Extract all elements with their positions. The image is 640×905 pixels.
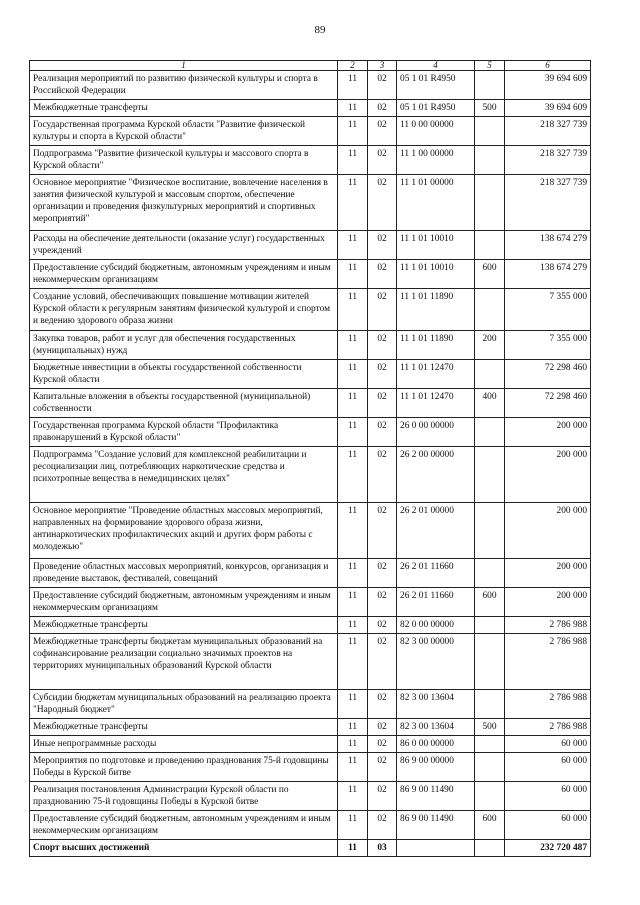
row-name: Расходы на обеспечение деятельности (оказание услуг) государственных учреждений [30, 231, 338, 260]
row-subsection: 02 [368, 719, 397, 736]
row-section: 11 [338, 389, 368, 418]
row-target-article [397, 840, 475, 857]
row-target-article: 26 2 00 00000 [397, 447, 475, 503]
row-amount: 7 355 000 [505, 331, 591, 360]
row-subsection: 02 [368, 331, 397, 360]
row-section: 11 [338, 503, 368, 559]
row-subsection: 03 [368, 840, 397, 857]
row-expense-type: 500 [475, 719, 505, 736]
row-amount: 200 000 [505, 559, 591, 588]
table-row [30, 418, 591, 447]
row-name: Мероприятия по подготовке и проведению празднования 75-й годовщины Победы в Курской битве [30, 753, 338, 782]
row-target-article: 82 3 00 13604 [397, 690, 475, 719]
row-expense-type [475, 289, 505, 331]
column-header-amount: 6 [505, 61, 591, 71]
page-number: 89 [314, 24, 326, 36]
row-amount: 200 000 [505, 418, 591, 447]
row-subsection: 02 [368, 447, 397, 503]
table-row [30, 811, 591, 840]
row-name: Закупка товаров, работ и услуг для обеспечения государственных (муниципальных) нужд [30, 331, 338, 360]
row-subsection: 02 [368, 690, 397, 719]
row-expense-type [475, 617, 505, 634]
row-target-article: 11 1 01 10010 [397, 260, 475, 289]
row-name: Государственная программа Курской области "Профилактика правонарушений в Курской области" [30, 418, 338, 447]
row-expense-type [475, 175, 505, 231]
table-row [30, 447, 591, 503]
row-subsection: 02 [368, 736, 397, 753]
row-target-article: 82 3 00 00000 [397, 634, 475, 690]
row-target-article: 86 9 00 00000 [397, 753, 475, 782]
row-name: Капитальные вложения в объекты государственной (муниципальной) собственности [30, 389, 338, 418]
row-target-article: 11 1 01 11890 [397, 331, 475, 360]
row-expense-type [475, 146, 505, 175]
row-target-article: 11 1 01 11890 [397, 289, 475, 331]
table-row [30, 559, 591, 588]
column-header-subsection: 3 [368, 61, 397, 71]
row-expense-type [475, 690, 505, 719]
row-expense-type [475, 71, 505, 100]
row-subsection: 02 [368, 588, 397, 617]
row-amount: 60 000 [505, 811, 591, 840]
row-amount: 72 298 460 [505, 360, 591, 389]
row-expense-type [475, 559, 505, 588]
row-section: 11 [338, 559, 368, 588]
row-name: Реализация мероприятий по развитию физической культуры и спорта в Российской Федерации [30, 71, 338, 100]
column-header-section: 2 [338, 61, 368, 71]
row-amount: 7 355 000 [505, 289, 591, 331]
table-row [30, 175, 591, 231]
table-row [30, 360, 591, 389]
row-name: Субсидии бюджетам муниципальных образований на реализацию проекта "Народный бюджет" [30, 690, 338, 719]
row-target-article: 86 9 00 11490 [397, 782, 475, 811]
row-section: 11 [338, 100, 368, 117]
row-name: Основное мероприятие "Проведение областных массовых мероприятий, направленных на формирование здорового образа жизни, антинаркотических профилактических акций и других форм работы с молодежью" [30, 503, 338, 559]
table-row [30, 503, 591, 559]
row-amount: 138 674 279 [505, 260, 591, 289]
table-row [30, 389, 591, 418]
row-subsection: 02 [368, 503, 397, 559]
row-subsection: 02 [368, 753, 397, 782]
row-target-article: 82 0 00 00000 [397, 617, 475, 634]
row-amount: 60 000 [505, 753, 591, 782]
row-name: Спорт высших достижений [30, 840, 338, 857]
table-row [30, 231, 591, 260]
row-subsection: 02 [368, 811, 397, 840]
row-expense-type [475, 360, 505, 389]
row-amount: 60 000 [505, 736, 591, 753]
row-subsection: 02 [368, 617, 397, 634]
row-name: Межбюджетные трансферты [30, 100, 338, 117]
row-name: Межбюджетные трансферты [30, 617, 338, 634]
row-subsection: 02 [368, 389, 397, 418]
budget-table [29, 60, 591, 857]
table-row [30, 782, 591, 811]
column-header-name: 1 [30, 61, 338, 71]
row-section: 11 [338, 634, 368, 690]
row-amount: 218 327 739 [505, 175, 591, 231]
row-amount: 72 298 460 [505, 389, 591, 418]
row-name: Межбюджетные трансферты [30, 719, 338, 736]
table-row [30, 71, 591, 100]
row-subsection: 02 [368, 146, 397, 175]
row-name: Предоставление субсидий бюджетным, автономным учреждениям и иным некоммерческим организациям [30, 260, 338, 289]
table-row [30, 289, 591, 331]
row-amount: 138 674 279 [505, 231, 591, 260]
row-amount: 218 327 739 [505, 117, 591, 146]
row-expense-type: 400 [475, 389, 505, 418]
row-target-article: 26 2 01 00000 [397, 503, 475, 559]
table-row [30, 753, 591, 782]
table-row [30, 260, 591, 289]
row-subsection: 02 [368, 71, 397, 100]
row-target-article: 11 1 01 12470 [397, 360, 475, 389]
row-section: 11 [338, 588, 368, 617]
row-section: 11 [338, 331, 368, 360]
row-subsection: 02 [368, 289, 397, 331]
row-section: 11 [338, 690, 368, 719]
table-row [30, 100, 591, 117]
row-expense-type [475, 447, 505, 503]
row-section: 11 [338, 117, 368, 146]
row-name: Проведение областных массовых мероприятий, конкурсов, организация и проведение выставок, фестивалей, совещаний [30, 559, 338, 588]
row-amount: 218 327 739 [505, 146, 591, 175]
row-amount: 39 694 609 [505, 100, 591, 117]
row-section: 11 [338, 260, 368, 289]
row-target-article: 26 2 01 11660 [397, 588, 475, 617]
row-name: Реализация постановления Администрации Курской области по празднованию 75-й годовщины Победы в Курской битве [30, 782, 338, 811]
table-row [30, 840, 591, 857]
row-expense-type: 600 [475, 260, 505, 289]
table-row [30, 331, 591, 360]
row-subsection: 02 [368, 360, 397, 389]
header-row [30, 61, 591, 71]
row-expense-type [475, 634, 505, 690]
row-target-article: 11 1 01 10010 [397, 231, 475, 260]
row-section: 11 [338, 617, 368, 634]
row-section: 11 [338, 782, 368, 811]
row-name: Межбюджетные трансферты бюджетам муниципальных образований на софинансирование реализации социально значимых проектов на территориях муниципальных образований Курской области [30, 634, 338, 690]
row-expense-type [475, 503, 505, 559]
row-target-article: 11 1 00 00000 [397, 146, 475, 175]
row-section: 11 [338, 71, 368, 100]
row-name: Создание условий, обеспечивающих повышение мотивации жителей Курской области к регулярным занятиям физической культурой и спортом и ведению здорового образа жизни [30, 289, 338, 331]
row-subsection: 02 [368, 260, 397, 289]
row-target-article: 82 3 00 13604 [397, 719, 475, 736]
row-subsection: 02 [368, 117, 397, 146]
table-row [30, 117, 591, 146]
column-header-expense-type: 5 [475, 61, 505, 71]
row-section: 11 [338, 231, 368, 260]
row-section: 11 [338, 736, 368, 753]
row-section: 11 [338, 719, 368, 736]
table-row [30, 588, 591, 617]
row-amount: 200 000 [505, 588, 591, 617]
row-target-article: 11 0 00 00000 [397, 117, 475, 146]
row-target-article: 11 1 01 12470 [397, 389, 475, 418]
row-expense-type [475, 418, 505, 447]
row-section: 11 [338, 146, 368, 175]
row-expense-type [475, 736, 505, 753]
row-amount: 60 000 [505, 782, 591, 811]
row-expense-type [475, 782, 505, 811]
row-subsection: 02 [368, 782, 397, 811]
row-section: 11 [338, 289, 368, 331]
row-section: 11 [338, 360, 368, 389]
row-target-article: 26 0 00 00000 [397, 418, 475, 447]
row-subsection: 02 [368, 231, 397, 260]
table-row [30, 736, 591, 753]
row-name: Государственная программа Курской области "Развитие физической культуры и спорта в Курской области" [30, 117, 338, 146]
row-expense-type: 600 [475, 811, 505, 840]
row-expense-type: 200 [475, 331, 505, 360]
row-amount: 2 786 988 [505, 719, 591, 736]
row-name: Бюджетные инвестиции в объекты государственной собственности Курской области [30, 360, 338, 389]
row-section: 11 [338, 753, 368, 782]
row-target-article: 26 2 01 11660 [397, 559, 475, 588]
table-body [30, 71, 591, 857]
row-name: Предоставление субсидий бюджетным, автономным учреждениям и иным некоммерческим организациям [30, 811, 338, 840]
row-subsection: 02 [368, 559, 397, 588]
row-amount: 200 000 [505, 447, 591, 503]
row-amount: 2 786 988 [505, 634, 591, 690]
row-subsection: 02 [368, 100, 397, 117]
row-expense-type [475, 753, 505, 782]
row-section: 11 [338, 447, 368, 503]
row-name: Подпрограмма "Развитие физической культуры и массового спорта в Курской области" [30, 146, 338, 175]
row-section: 11 [338, 175, 368, 231]
row-name: Иные непрограммные расходы [30, 736, 338, 753]
table-row [30, 719, 591, 736]
row-expense-type: 500 [475, 100, 505, 117]
row-target-article: 05 1 01 R4950 [397, 71, 475, 100]
row-name: Предоставление субсидий бюджетным, автономным учреждениям и иным некоммерческим организациям [30, 588, 338, 617]
row-expense-type [475, 840, 505, 857]
row-expense-type [475, 117, 505, 146]
row-target-article: 11 1 01 00000 [397, 175, 475, 231]
row-amount: 232 720 487 [505, 840, 591, 857]
row-target-article: 05 1 01 R4950 [397, 100, 475, 117]
row-expense-type: 600 [475, 588, 505, 617]
table-row [30, 146, 591, 175]
row-name: Подпрограмма "Создание условий для комплексной реабилитации и ресоциализации лиц, потребляющих наркотические средства и психотропные вещества в немедицинских целях" [30, 447, 338, 503]
table-row [30, 690, 591, 719]
row-amount: 2 786 988 [505, 690, 591, 719]
column-header-target-article: 4 [397, 61, 475, 71]
row-section: 11 [338, 418, 368, 447]
row-expense-type [475, 231, 505, 260]
row-subsection: 02 [368, 418, 397, 447]
row-name: Основное мероприятие "Физическое воспитание, вовлечение населения в занятия физической культурой и массовым спортом, обеспечение организации и проведения физкультурных мероприятий и спортивных мероприятий" [30, 175, 338, 231]
row-section: 11 [338, 840, 368, 857]
table-row [30, 634, 591, 690]
row-amount: 200 000 [505, 503, 591, 559]
row-target-article: 86 9 00 11490 [397, 811, 475, 840]
row-subsection: 02 [368, 634, 397, 690]
row-section: 11 [338, 811, 368, 840]
row-target-article: 86 0 00 00000 [397, 736, 475, 753]
row-amount: 2 786 988 [505, 617, 591, 634]
table-row [30, 617, 591, 634]
row-subsection: 02 [368, 175, 397, 231]
row-amount: 39 694 609 [505, 71, 591, 100]
